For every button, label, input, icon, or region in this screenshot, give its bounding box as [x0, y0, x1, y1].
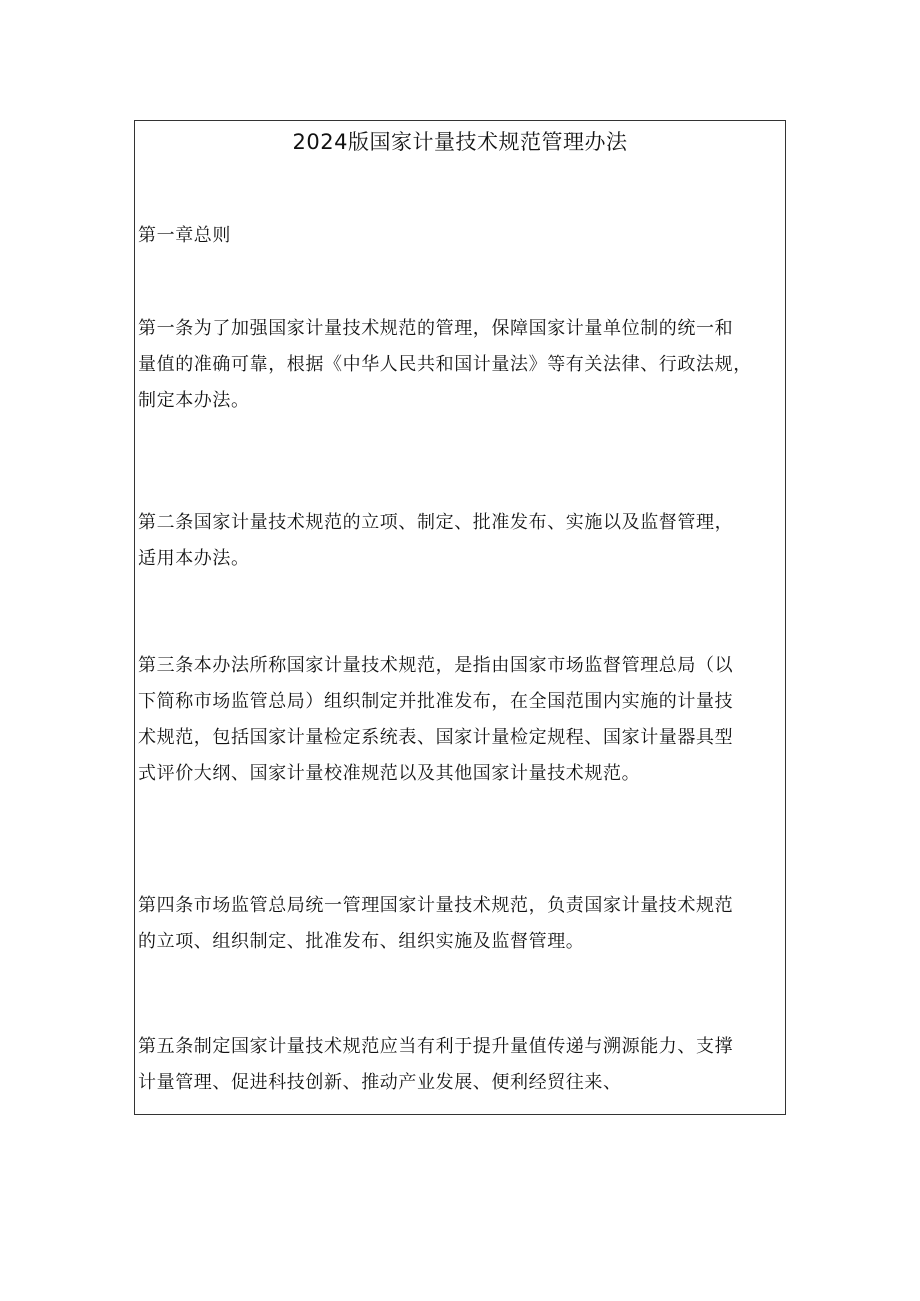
article-1-line-1: 第一条为了加强国家计量技术规范的管理，保障国家计量单位制的统一和: [138, 318, 734, 339]
article-1-line-2: 量值的准确可靠，根据《中华人民共和国计量法》等有关法律、行政法规，: [138, 354, 752, 375]
article-3-line-3: 术规范，包括国家计量检定系统表、国家计量检定规程、国家计量器具型: [138, 727, 734, 748]
document-title: 2024版国家计量技术规范管理办法: [292, 130, 628, 154]
article-2-line-1: 第二条国家计量技术规范的立项、制定、批准发布、实施以及监督管理，: [138, 512, 734, 533]
article-4-line-2: 的立项、组织制定、批准发布、组织实施及监督管理。: [138, 931, 585, 952]
article-5-line-2: 计量管理、促进科技创新、推动产业发展、便利经贸往来、: [138, 1072, 622, 1093]
article-3: [138, 648, 783, 792]
document-page-frame: [134, 120, 786, 1115]
article-2: [138, 505, 783, 577]
article-5-line-1: 第五条制定国家计量技术规范应当有利于提升量值传递与溯源能力、支撑: [138, 1036, 734, 1057]
chapter-heading: [138, 218, 783, 254]
article-3-line-4: 式评价大纲、国家计量校准规范以及其他国家计量技术规范。: [138, 763, 641, 784]
article-3-line-1: 第三条本办法所称国家计量技术规范，是指由国家市场监督管理总局（以: [138, 655, 734, 676]
chapter-heading-text: 第一章总则: [138, 225, 231, 246]
article-1-line-3: 制定本办法。: [138, 390, 250, 411]
article-1: [138, 311, 783, 419]
article-4: [138, 888, 783, 960]
article-4-line-1: 第四条市场监管总局统一管理国家计量技术规范，负责国家计量技术规范: [138, 895, 734, 916]
article-5: [138, 1029, 783, 1101]
article-2-line-2: 适用本办法。: [138, 548, 250, 569]
article-3-line-2: 下简称市场监管总局）组织制定并批准发布，在全国范围内实施的计量技: [138, 691, 734, 712]
